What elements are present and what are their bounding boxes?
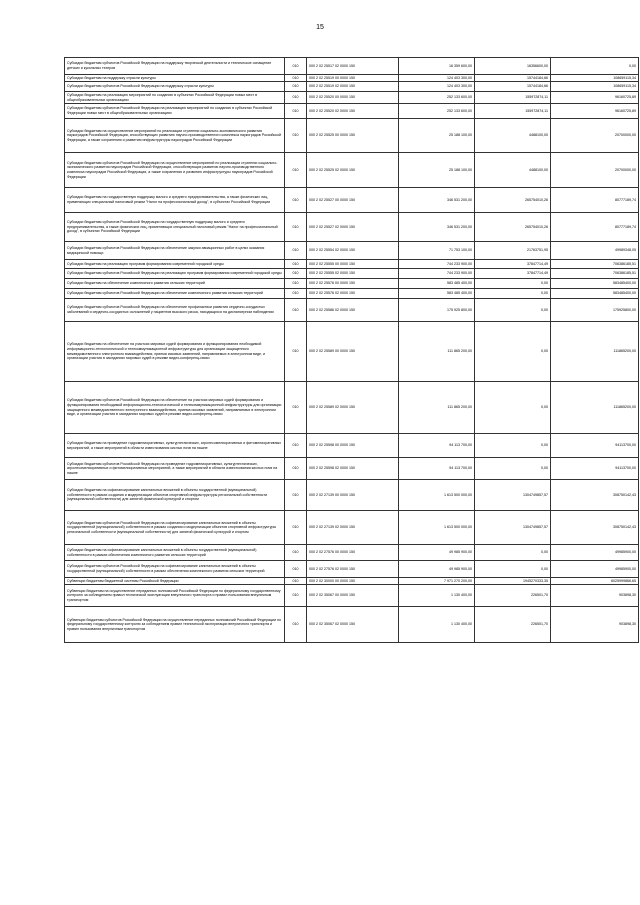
row-name: Субсидии бюджетам субъектов Российской Федерации на софинансирование капитальных вложений в объекты государственной (муниципальной) собственности в рамках обеспечения комплексного развития сельских территорий [65,561,285,578]
row-remaining-amount: 80777189,74 [551,213,639,242]
row-approved-amount: 1 130 400,00 [399,607,475,643]
table-row [65,434,639,458]
row-code: 010 [285,188,307,213]
row-code: 010 [285,75,307,82]
row-name: Субвенции бюджетам субъектов Российской Федерации на осуществление переданных полномочий Российской Федерации по федеральному государственному контролю за соблюдением правил технической эксплуатации внеуличного транспорта и правил пользования внеуличным транспортом [65,607,285,643]
row-kbk: 000 2 02 27139 02 0000 150 [307,511,399,545]
row-code: 010 [285,434,307,458]
row-kbk: 000 2 02 25527 02 0000 150 [307,213,399,242]
row-name: Субсидии бюджетам на государственную поддержку малого и среднего предпринимательства, а также физических лиц, применяющих специальный налоговый режим "Налог на профессиональный доход", в субъектах Российской Федерации [65,188,285,213]
table-row [65,269,639,279]
row-code: 010 [285,382,307,434]
row-executed-amount: 155972874,11 [475,92,551,104]
table-row [65,322,639,382]
row-executed-amount: 0,00 [475,299,551,322]
row-kbk: 000 2 02 25555 02 0000 150 [307,269,399,279]
budget-income-table [64,57,639,643]
row-name: Субсидии бюджетам субъектов Российской Федерации на поддержку отрасли культуры [65,82,285,92]
row-name: Субсидии бюджетам субъектов Российской Федерации на государственную поддержку малого и среднего предпринимательства, а также физических лиц, применяющих специальный налоговый режим "Налог на профессиональный доход", в субъектах Российской Федерации [65,213,285,242]
table-row [65,153,639,188]
row-name: Субсидии бюджетам субъектов Российской Федерации на обеспечение профилактики развития сердечно-сосудистых заболеваний и сердечно-сосудистых осложнений у пациентов высокого риска, находящихся на диспансерном наблюдении [65,299,285,322]
row-code: 010 [285,242,307,260]
row-remaining-amount: 111865200,00 [551,322,639,382]
table-row [65,58,639,75]
row-code: 010 [285,458,307,480]
row-kbk: 000 2 02 25525 02 0000 150 [307,153,399,188]
row-executed-amount: 15744184,66 [475,75,551,82]
row-name: Субсидии бюджетам на реализацию мероприятий по созданию в субъектах Российской Федерации новых мест в общеобразовательных организациях [65,92,285,104]
row-approved-amount: 346 531 200,00 [399,188,475,213]
row-name: Субсидии бюджетам субъектов Российской Федерации на обеспечение закупки авиационных работ в целях оказания медицинской помощи [65,242,285,260]
row-kbk: 000 2 02 25527 00 0000 150 [307,188,399,213]
row-code: 010 [285,213,307,242]
row-kbk: 000 2 02 25519 00 0000 150 [307,75,399,82]
row-code: 010 [285,260,307,269]
row-approved-amount: 583 485 400,00 [399,289,475,299]
page-number: 15 [316,24,324,31]
row-executed-amount: 0,00 [475,561,551,578]
row-executed-amount: 4488100,00 [475,153,551,188]
row-kbk: 000 2 02 27576 02 0000 150 [307,561,399,578]
row-remaining-amount: 96160725,89 [551,92,639,104]
row-name: Субсидии бюджетам на поддержку отрасли культуры [65,75,285,82]
row-remaining-amount: 108659115,34 [551,75,639,82]
row-approved-amount: 252 133 600,00 [399,92,475,104]
row-code: 010 [285,92,307,104]
row-code: 010 [285,322,307,382]
row-executed-amount: 16356600,00 [475,58,551,75]
row-executed-amount: 37847714,49 [475,260,551,269]
row-approved-amount: 16 359 600,00 [399,58,475,75]
row-executed-amount: 15744184,66 [475,82,551,92]
row-remaining-amount: 308750142,43 [551,511,639,545]
row-remaining-amount: 6025999866,65 [551,578,639,585]
row-approved-amount: 49 985 900,00 [399,545,475,561]
table-row [65,279,639,289]
row-approved-amount: 1 613 500 000,00 [399,511,475,545]
row-name: Субсидии бюджетам субъектов Российской Федерации на проведение гидромелиоративных, культуртехнических, агролесомелиоративных и фитомелиоративных мероприятий, а также мероприятий в области известкования кислых почв на пашне [65,458,285,480]
row-remaining-amount: 706386185,51 [551,269,639,279]
table-row [65,289,639,299]
row-code: 010 [285,299,307,322]
row-name: Субсидии бюджетам на софинансирование капитальных вложений в объекты государственной (муниципальной) собственности в рамках создания и модернизации объектов спортивной инфраструктуры региональной собственности (муниципальной собственности) для занятий физической культурой и спортом [65,480,285,511]
row-approved-amount: 94 113 700,00 [399,458,475,480]
row-executed-amount: 37847714,49 [475,269,551,279]
table-row [65,260,639,269]
row-name: Субсидии бюджетам субъектов Российской Федерации на осуществление мероприятий по реализации стратегии социально-экономического развития наукоградов Российской Федерации, способствующих развитию научно-производственного комплекса наукоградов Российской Федерации, а также сохранению и развитию инфраструктуры наукоградов Российской Федерации [65,153,285,188]
row-executed-amount: 1304749857,57 [475,480,551,511]
row-approved-amount: 25 188 100,00 [399,153,475,188]
row-kbk: 000 2 02 35067 02 0000 150 [307,607,399,643]
row-remaining-amount: 583485400,00 [551,289,639,299]
table-row [65,75,639,82]
row-remaining-amount: 111865200,00 [551,382,639,434]
row-kbk: 000 2 02 25555 00 0000 150 [307,260,399,269]
row-name: Субсидии бюджетам на обеспечение комплексного развития сельских территорий [65,279,285,289]
table-row [65,545,639,561]
row-remaining-amount: 80777189,74 [551,188,639,213]
row-approved-amount: 252 133 600,00 [399,104,475,119]
row-code: 010 [285,82,307,92]
row-name: Субсидии бюджетам субъектов Российской Федерации на софинансирование капитальных вложений в объекты государственной (муниципальной) собственности в рамках создания и модернизации объектов спортивной инфраструктуры региональной собственности (муниципальной собственности) для занятий физической культурой и спортом [65,511,285,545]
row-code: 010 [285,480,307,511]
row-kbk: 000 2 02 30000 00 0000 150 [307,578,399,585]
row-executed-amount: 1945270333,35 [475,578,551,585]
row-executed-amount: 0,00 [475,434,551,458]
row-name: Субсидии бюджетам на проведение гидромелиоративных, культуртехнических, агролесомелиоративных и фитомелиоративных мероприятий, а также мероприятий в области известкования кислых почв на пашне [65,434,285,458]
row-remaining-amount: 706386185,51 [551,260,639,269]
table-row [65,92,639,104]
row-name: Субсидии бюджетам субъектов Российской Федерации на реализацию мероприятий по созданию в субъектах Российской Федерации новых мест в общеобразовательных организациях [65,104,285,119]
row-code: 010 [285,607,307,643]
table-row [65,561,639,578]
row-executed-amount: 0,00 [475,279,551,289]
row-remaining-amount: 583485400,00 [551,279,639,289]
row-approved-amount: 175 925 800,00 [399,299,475,322]
row-kbk: 000 2 02 25525 00 0000 150 [307,119,399,153]
row-code: 010 [285,511,307,545]
row-name: Субсидии бюджетам на софинансирование капитальных вложений в объекты государственной (муниципальной) собственности в рамках обеспечения комплексного развития сельских территорий [65,545,285,561]
row-remaining-amount: 308750142,43 [551,480,639,511]
row-name: Субсидии бюджетам субъектов Российской Федерации на обеспечение на участках мировых судей формирования и функционирования необходимой информационно-технологической и телекоммуникационной инфраструктуры для организации защищенного межведомственного электронного взаимодействия, приема исковых заявлений, направляемых в электронном виде, и организации участия в заседаниях мировых судей в режиме видео-конференц-связи [65,382,285,434]
row-remaining-amount: 49985900,00 [551,561,639,578]
row-executed-amount: 0,00 [475,545,551,561]
row-kbk: 000 2 02 25576 00 0000 150 [307,279,399,289]
row-code: 010 [285,153,307,188]
row-approved-amount: 71 753 100,00 [399,242,475,260]
row-kbk: 000 2 02 27139 00 0000 150 [307,480,399,511]
row-remaining-amount: 903898,30 [551,585,639,607]
row-name: Субвенции бюджетам на осуществление переданных полномочий Российской Федерации по федеральному государственному контролю за соблюдением правил технической эксплуатации внеуличного транспорта и правил пользования внеуличным транспортом [65,585,285,607]
row-approved-amount: 94 113 700,00 [399,434,475,458]
row-kbk: 000 2 02 25517 02 0000 150 [307,58,399,75]
row-code: 010 [285,279,307,289]
row-executed-amount: 0,00 [475,289,551,299]
row-approved-amount: 111 865 200,00 [399,322,475,382]
table-row [65,607,639,643]
row-name: Субсидии бюджетам субъектов Российской Федерации на поддержку творческой деятельности и техническое оснащение детских и кукольных театров [65,58,285,75]
table-row [65,82,639,92]
row-code: 010 [285,269,307,279]
row-kbk: 000 2 02 25519 02 0000 150 [307,82,399,92]
row-name: Субсидии бюджетам субъектов Российской Федерации на реализацию программ формирования современной городской среды [65,269,285,279]
row-code: 010 [285,545,307,561]
row-approved-amount: 111 865 200,00 [399,382,475,434]
row-kbk: 000 2 02 25589 02 0000 150 [307,382,399,434]
table-row [65,299,639,322]
row-approved-amount: 7 971 270 200,00 [399,578,475,585]
row-approved-amount: 124 403 300,00 [399,75,475,82]
row-executed-amount: 265754010,26 [475,188,551,213]
row-code: 010 [285,289,307,299]
row-remaining-amount: 175925800,00 [551,299,639,322]
table-row [65,104,639,119]
row-name: Субсидии бюджетам на обеспечение на участках мировых судей формирования и функционирования необходимой информационно-технологической и телекоммуникационной инфраструктуры для организации защищенного межведомственного электронного взаимодействия, приема исковых заявлений, направляемых в электронном виде, и организации участия в заседаниях мировых судей в режиме видео-конференц-связи [65,322,285,382]
table-row [65,119,639,153]
row-remaining-amount: 49985900,00 [551,545,639,561]
row-kbk: 000 2 02 25520 00 0000 150 [307,92,399,104]
row-executed-amount: 4488100,00 [475,119,551,153]
row-remaining-amount: 0,00 [551,58,639,75]
row-executed-amount: 155972874,11 [475,104,551,119]
row-approved-amount: 744 233 900,00 [399,260,475,269]
table-row [65,578,639,585]
row-code: 010 [285,58,307,75]
row-kbk: 000 2 02 35067 00 0000 150 [307,585,399,607]
row-code: 010 [285,585,307,607]
row-code: 010 [285,561,307,578]
row-kbk: 000 2 02 25589 00 0000 150 [307,322,399,382]
row-kbk: 000 2 02 25586 02 0000 150 [307,299,399,322]
row-executed-amount: 226501,70 [475,607,551,643]
row-approved-amount: 744 233 900,00 [399,269,475,279]
row-kbk: 000 2 02 25520 02 0000 150 [307,104,399,119]
row-name: Субсидии бюджетам на реализацию программ формирования современной городской среды [65,260,285,269]
row-approved-amount: 1 130 400,00 [399,585,475,607]
row-code: 010 [285,104,307,119]
row-code: 010 [285,578,307,585]
row-approved-amount: 124 403 300,00 [399,82,475,92]
row-approved-amount: 49 985 900,00 [399,561,475,578]
row-executed-amount: 265754010,26 [475,213,551,242]
row-remaining-amount: 108659115,34 [551,82,639,92]
table-row [65,511,639,545]
row-executed-amount: 0,00 [475,322,551,382]
table-row [65,213,639,242]
row-remaining-amount: 903898,30 [551,607,639,643]
row-approved-amount: 346 531 200,00 [399,213,475,242]
row-name: Субсидии бюджетам на осуществление мероприятий по реализации стратегии социально-экономического развития наукоградов Российской Федерации, способствующих развитию научно-производственного комплекса наукоградов Российской Федерации, а также сохранению и развитию инфраструктуры наукоградов Российской Федерации [65,119,285,153]
row-remaining-amount: 20700000,00 [551,119,639,153]
row-approved-amount: 25 188 100,00 [399,119,475,153]
row-code: 010 [285,119,307,153]
row-approved-amount: 1 613 500 000,00 [399,480,475,511]
row-kbk: 000 2 02 25598 02 0000 150 [307,458,399,480]
row-executed-amount: 1304749857,57 [475,511,551,545]
row-executed-amount: 226501,70 [475,585,551,607]
row-remaining-amount: 94113700,00 [551,434,639,458]
table-row [65,242,639,260]
row-kbk: 000 2 02 25554 02 0000 150 [307,242,399,260]
row-executed-amount: 21763751,95 [475,242,551,260]
table-row [65,480,639,511]
row-remaining-amount: 94113700,00 [551,458,639,480]
row-executed-amount: 0,00 [475,382,551,434]
table-row [65,585,639,607]
row-kbk: 000 2 02 25576 02 0000 150 [307,289,399,299]
row-remaining-amount: 49989348,05 [551,242,639,260]
row-executed-amount: 0,00 [475,458,551,480]
table-row [65,382,639,434]
row-remaining-amount: 20700000,00 [551,153,639,188]
row-name: Субсидии бюджетам субъектов Российской Федерации на обеспечение комплексного развития сельских территорий [65,289,285,299]
table-row [65,188,639,213]
row-kbk: 000 2 02 27576 00 0000 150 [307,545,399,561]
row-remaining-amount: 96160725,89 [551,104,639,119]
row-approved-amount: 583 485 400,00 [399,279,475,289]
table-row [65,458,639,480]
row-kbk: 000 2 02 25598 00 0000 150 [307,434,399,458]
row-name: Субвенции бюджетам бюджетной системы Российской Федерации [65,578,285,585]
